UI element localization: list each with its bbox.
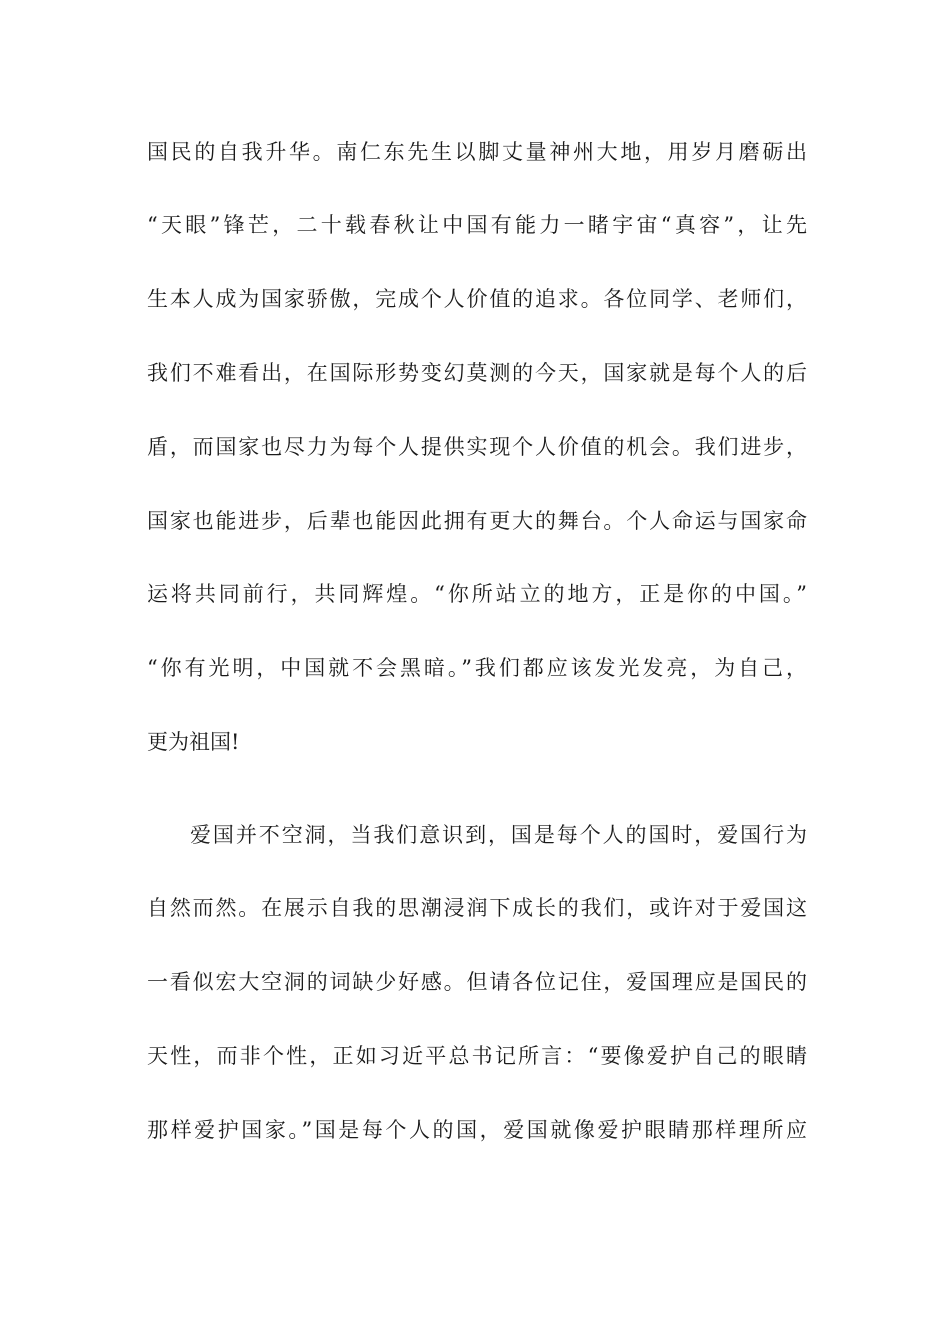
- text-line: 更为祖国!: [147, 730, 240, 754]
- text-line: 盾，而国家也尽力为每个人提供实现个人价值的机会。我们进步，: [147, 435, 807, 459]
- text-line: 我们不难看出，在国际形势变幻莫测的今天，国家就是每个人的后: [147, 361, 807, 385]
- text-line: 自然而然。在展示自我的思潮浸润下成长的我们，或许对于爱国这: [147, 896, 807, 920]
- text-line: “天眼”锋芒，二十载春秋让中国有能力一睹宇宙“真容”，让先: [147, 213, 807, 237]
- text-line: 国家也能进步，后辈也能因此拥有更大的舞台。个人命运与国家命: [147, 509, 807, 533]
- text-line: 那样爱护国家。”国是每个人的国，爱国就像爱护眼睛那样理所应: [147, 1118, 807, 1142]
- text-line: 国民的自我升华。南仁东先生以脚丈量神州大地，用岁月磨砺出: [147, 140, 807, 164]
- text-line: 爱国并不空洞，当我们意识到，国是每个人的国时，爱国行为: [190, 823, 807, 847]
- text-line: 生本人成为国家骄傲，完成个人价值的追求。各位同学、老师们，: [147, 287, 807, 311]
- text-line: 天性，而非个性，正如习近平总书记所言：“要像爱护自己的眼睛: [147, 1044, 807, 1068]
- text-line: “你有光明，中国就不会黑暗。”我们都应该发光发亮，为自己，: [147, 656, 807, 680]
- text-line: 一看似宏大空洞的词缺少好感。但请各位记住，爱国理应是国民的: [147, 970, 807, 994]
- text-line: 运将共同前行，共同辉煌。“你所站立的地方，正是你的中国。”: [147, 582, 807, 606]
